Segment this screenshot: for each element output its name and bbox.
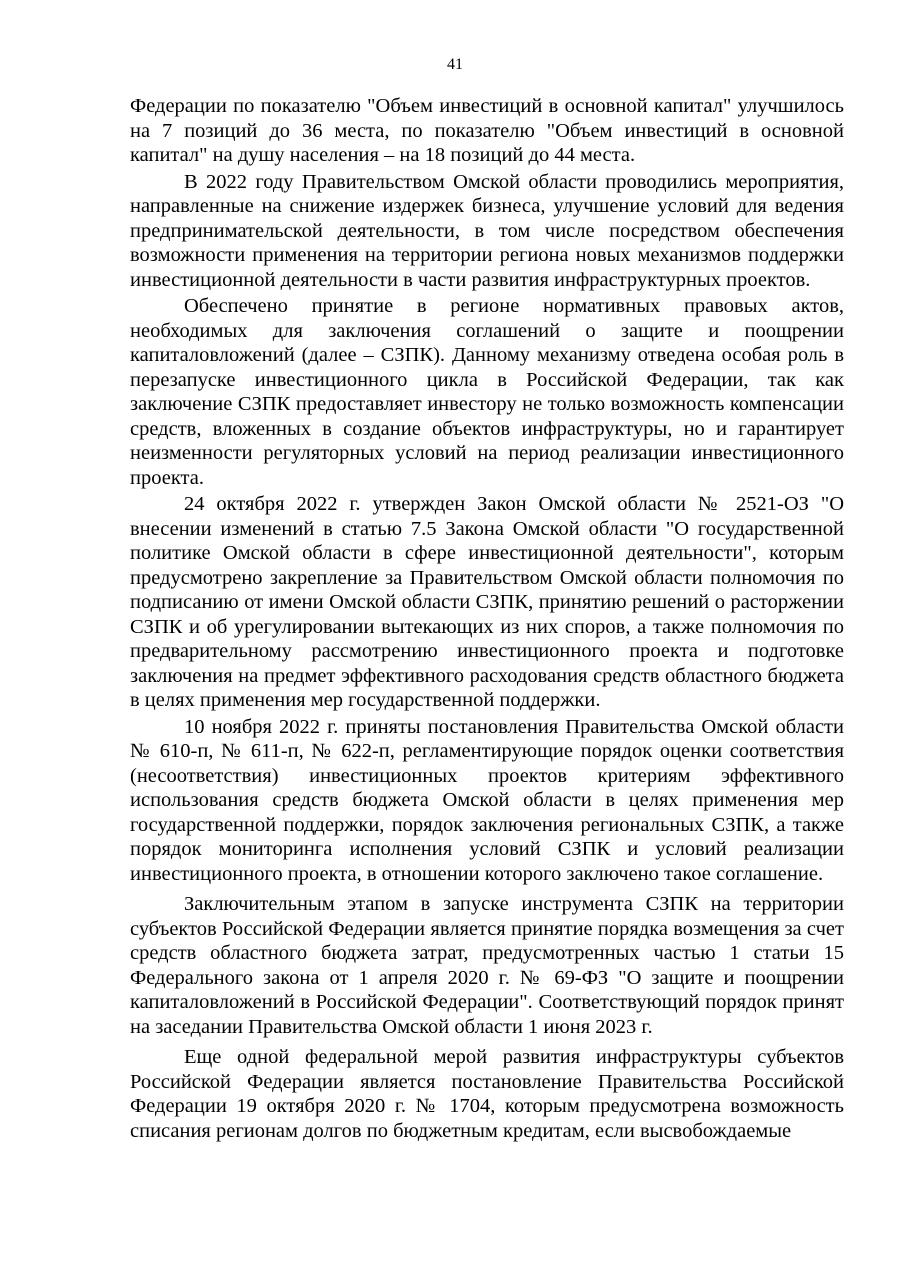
page-number: 41 [447,56,463,73]
paragraph-continuation: Федерации по показателю "Объем инвестиций в основной капитал" улучшилось на 7 позиций до 36 места, по показателю "Объем инвестиций в основной капитал" на душу населения – на 18 позиций до 44 места. [130,95,844,166]
paragraph-final-stage: Заключительным этапом в запуске инструмента СЗПК на территории субъектов Российской Федерации является принятие порядка возмещения за счет средств областного бюджета затрат, предусмотренных частью 1 статьи 15 Федерального закона от 1 апреля 2020 г. № 69-ФЗ "О защите и поощрении капиталовложений в Российской Федерации". Соответствующий порядок принят на заседании Правительства Омской области 1 июня 2023 г. [130,893,844,1038]
paragraph-resolutions-november: 10 ноября 2022 г. приняты постановления Правительства Омской области № 610-п, № 611-п, № 622-п, регламентирующие порядок оценки соответствия (несоответствия) инвестиционных проектов критериям эффективного использования средств бюджета Омской области в целях применения мер государственной поддержки, порядок заключения региональных СЗПК, а также порядок мониторинга исполнения условий СЗПК и условий реализации инвестиционного проекта, в отношении которого заключено такое соглашение. [130,715,844,885]
document-body [130,94,844,1145]
paragraph-government-measures: В 2022 году Правительством Омской области проводились мероприятия, направленные на снижение издержек бизнеса, улучшение условий для ведения предпринимательской деятельности, в том числе посредством обеспечения возможности применения на территории региона новых механизмов поддержки инвестиционной деятельности в части развития инфраструктурных проектов. [130,170,844,291]
paragraph-federal-measure: Еще одной федеральной мерой развития инфраструктуры субъектов Российской Федерации является постановление Правительства Российской Федерации 19 октября 2020 г. № 1704, которым предусмотрена возможность списания регионам долгов по бюджетным кредитам, если высвобождаемые [130,1046,844,1142]
paragraph-law-2521: 24 октября 2022 г. утвержден Закон Омской области № 2521-ОЗ "О внесении изменений в статью 7.5 Закона Омской области "О государственной политике Омской области в сфере инвестиционной деятельности", которым предусмотрено закрепление за Правительством Омской области полномочия по подписанию от имени Омской области СЗПК, принятию решений о расторжении СЗПК и об урегулировании вытекающих из них споров, а также полномочия по предварительному рассмотрению инвестиционного проекта и подготовке заключения на предмет эффективного расходования средств областного бюджета в целях применения мер государственной поддержки. [130,493,844,711]
paragraph-szpk-acts: Обеспечено принятие в регионе нормативных правовых актов, необходимых для заключения соглашений о защите и поощрении капиталовложений (далее – СЗПК). Данному механизму отведена особая роль в перезапуске инвестиционного цикла в Российской Федерации, так как заключение СЗПК предоставляет инвестору не только возможность компенсации средств, вложенных в создание объектов инфраструктуры, но и гарантирует неизменности регуляторных условий на период реализации инвестиционного проекта. [130,295,844,489]
